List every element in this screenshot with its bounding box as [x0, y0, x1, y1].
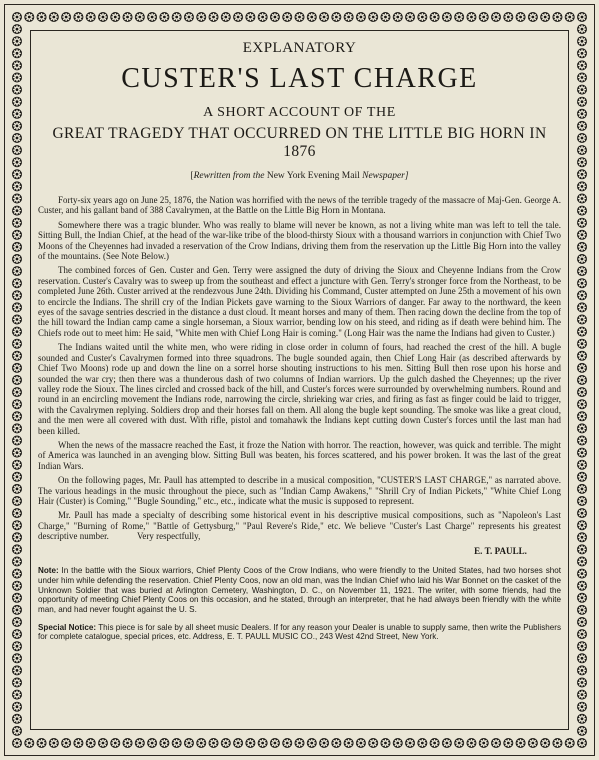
- rosette-icon: [12, 339, 22, 349]
- rosette-icon: [12, 484, 22, 494]
- rosette-icon: [577, 665, 587, 675]
- rosette-icon: [270, 738, 280, 748]
- rosette-icon: [159, 738, 169, 748]
- rosette-icon: [577, 85, 587, 95]
- rosette-icon: [12, 653, 22, 663]
- rosette-icon: [233, 12, 243, 22]
- rosette-icon: [577, 629, 587, 639]
- rosette-icon: [577, 218, 587, 228]
- rosette-icon: [393, 738, 403, 748]
- rosette-icon: [209, 738, 219, 748]
- rosette-icon: [417, 738, 427, 748]
- rosette-icon: [577, 387, 587, 397]
- rosette-icon: [503, 12, 513, 22]
- rosette-icon: [12, 375, 22, 385]
- rosette-icon: [123, 12, 133, 22]
- rosette-icon: [577, 157, 587, 167]
- rosette-icon: [12, 544, 22, 554]
- rosette-icon: [61, 12, 71, 22]
- rosette-icon: [12, 557, 22, 567]
- rosette-icon: [577, 375, 587, 385]
- rosette-icon: [577, 448, 587, 458]
- rosette-icon: [12, 230, 22, 240]
- rosette-icon: [172, 738, 182, 748]
- rosette-icon: [577, 472, 587, 482]
- rosette-icon: [466, 12, 476, 22]
- rosette-icon: [491, 12, 501, 22]
- rosette-icon: [577, 411, 587, 421]
- rosette-icon: [307, 12, 317, 22]
- rosette-icon: [159, 12, 169, 22]
- rosette-icon: [552, 738, 562, 748]
- rosette-icon: [24, 12, 34, 22]
- rosette-icon: [577, 230, 587, 240]
- rosette-icon: [430, 12, 440, 22]
- document-content: [38, 40, 561, 642]
- rosette-icon: [12, 242, 22, 252]
- rosette-icon: [577, 339, 587, 349]
- subtitle-line-2: GREAT TRAGEDY THAT OCCURRED ON THE LITTLE BIG HORN IN 1876: [52, 125, 547, 160]
- rosette-icon: [282, 738, 292, 748]
- rosette-icon: [577, 714, 587, 724]
- rosette-icon: [540, 12, 550, 22]
- rosette-icon: [577, 617, 587, 627]
- rosette-icon: [110, 12, 120, 22]
- rosette-icon: [577, 460, 587, 470]
- paragraph-7: [38, 510, 561, 541]
- rosette-icon: [503, 738, 513, 748]
- rosette-icon: [12, 605, 22, 615]
- article-body: [38, 195, 561, 556]
- rosette-icon: [577, 290, 587, 300]
- rosette-icon: [577, 206, 587, 216]
- note-text: In the battle with the Sioux warriors, Chief Plenty Coos of the Crow Indians, who were friendly to the United States, had two horses shot under him while defending the reservation. Chief Plenty Coos, now an old man, was the Indian Chief who laid his War Bonnet on the casket of the Unknown Soldier that was buried at Arlington Cemetery, Washington, D. C., on November 11, 1921. The writer, with some friends, had the opportunity of meeting Chief Plenty Coos on this occasion, and he stated, through an interpreter, that he had always been friendly with the white man, and had never fought against the U. S.: [38, 566, 561, 614]
- rosette-icon: [98, 738, 108, 748]
- rosette-icon: [12, 617, 22, 627]
- rosette-icon: [577, 145, 587, 155]
- rosette-icon: [61, 738, 71, 748]
- rosette-icon: [577, 641, 587, 651]
- rosette-icon: [86, 738, 96, 748]
- rosette-icon: [37, 738, 47, 748]
- rosette-icon: [12, 157, 22, 167]
- rosette-icon: [491, 738, 501, 748]
- rosette-icon: [577, 24, 587, 34]
- rosette-icon: [479, 12, 489, 22]
- rosette-icon: [86, 12, 96, 22]
- rosette-icon: [270, 12, 280, 22]
- rosette-icon: [12, 194, 22, 204]
- rosette-icon: [12, 206, 22, 216]
- rosette-icon: [12, 593, 22, 603]
- rosette-icon: [258, 12, 268, 22]
- rosette-icon: [110, 738, 120, 748]
- rosette-icon: [577, 484, 587, 494]
- rosette-icon: [12, 181, 22, 191]
- rosette-icon: [12, 569, 22, 579]
- rosette-icon: [245, 738, 255, 748]
- rosette-icon: [577, 48, 587, 58]
- rosette-icon: [12, 436, 22, 446]
- rosette-icon: [577, 738, 587, 748]
- rosette-icon: [12, 460, 22, 470]
- rosette-icon: [552, 12, 562, 22]
- rosette-icon: [12, 73, 22, 83]
- rosette-icon: [12, 36, 22, 46]
- rosette-icon: [12, 472, 22, 482]
- rosette-icon: [12, 60, 22, 70]
- rosette-icon: [12, 327, 22, 337]
- rosette-icon: [12, 290, 22, 300]
- rosette-icon: [577, 169, 587, 179]
- rosette-icon: [12, 12, 22, 22]
- rosette-icon: [577, 436, 587, 446]
- rosette-icon: [577, 423, 587, 433]
- rosette-icon: [73, 12, 83, 22]
- rosette-icon: [12, 702, 22, 712]
- rosette-icon: [577, 194, 587, 204]
- rosette-icon: [12, 387, 22, 397]
- rosette-icon: [577, 266, 587, 276]
- rosette-icon: [565, 12, 575, 22]
- rosette-icon: [12, 665, 22, 675]
- paragraph-6: On the following pages, Mr. Paull has attempted to describe in a musical composition, "CUSTER'S LAST CHARGE," as narrated above. The various headings in the music throughout the piece, such as "Indian Camp Awakens," "Shrill Cry of Indian Pickets," "White Chief Long Hair (Custer) is Coming," "Bugle Sounding," etc., etc., indicate what the music is supposed to represent.: [38, 475, 561, 506]
- rosette-icon: [344, 12, 354, 22]
- rosette-icon: [331, 12, 341, 22]
- rosette-icon: [380, 12, 390, 22]
- rosette-icon: [123, 738, 133, 748]
- rosette-icon: [577, 97, 587, 107]
- rosette-icon: [295, 738, 305, 748]
- rosette-icon: [12, 520, 22, 530]
- rosette-icon: [12, 48, 22, 58]
- rosette-icon: [12, 97, 22, 107]
- rosette-icon: [209, 12, 219, 22]
- source-credit-lead: Rewritten from the: [193, 171, 265, 181]
- rosette-icon: [356, 738, 366, 748]
- rosette-icon: [12, 629, 22, 639]
- rosette-icon: [12, 641, 22, 651]
- rosette-icon: [577, 254, 587, 264]
- rosette-icon: [221, 12, 231, 22]
- rosette-icon: [331, 738, 341, 748]
- note-section: [38, 566, 561, 615]
- rosette-icon: [319, 12, 329, 22]
- rosette-icon: [37, 12, 47, 22]
- rosette-icon: [344, 738, 354, 748]
- rosette-icon: [12, 581, 22, 591]
- rosette-icon: [479, 738, 489, 748]
- rosette-icon: [135, 12, 145, 22]
- rosette-icon: [577, 399, 587, 409]
- rosette-icon: [12, 448, 22, 458]
- rosette-icon: [577, 73, 587, 83]
- source-credit-open: [: [190, 171, 194, 181]
- rosette-icon: [516, 12, 526, 22]
- rosette-icon: [577, 532, 587, 542]
- rosette-icon: [577, 351, 587, 361]
- rosette-icon: [430, 738, 440, 748]
- rosette-icon: [12, 508, 22, 518]
- rosette-icon: [12, 85, 22, 95]
- rosette-icon: [12, 423, 22, 433]
- rosette-icon: [98, 12, 108, 22]
- special-notice-label: Special Notice:: [38, 622, 97, 632]
- rosette-icon: [577, 605, 587, 615]
- paragraph-4: The Indians waited until the white men, who were riding in close order in column of fours, had reached the crest of the hill. A bugle sounded and Custer's Cavalrymen formed into three squadrons. The bugle sounded again, then Chief Long Hair (as described afterwards by Chief Two Moons) rode up and down the line on a sorrel horse shouting instructions to his men. Sitting Bull then rose upon his horse and sounded the war cry; then there was a thunderous dash of two columns of Indian warriors. Up the gulch dashed the Cheyennes; up the river valley rode the Sioux. The lines circled and crossed back of the hill, and Custer's forces were surrounded by overwhelming numbers. Round and round in an encircling movement the Indians rode, narrowing the circle, shrieking war cries, and firing as fast as finger could be laid to trigger, with the Cavalrymen replying. Soldiers drop and their horses fall on them. All along the bugle kept sounding. The smoke was like a great cloud, and the men were all covered with dust. With rifle, pistol and tomahawk the Indians kept cutting down Custer's forces until the last man had been killed.: [38, 342, 561, 436]
- source-credit: [38, 171, 561, 181]
- rosette-icon: [12, 278, 22, 288]
- rosette-icon: [540, 738, 550, 748]
- rosette-icon: [196, 738, 206, 748]
- rosette-icon: [577, 181, 587, 191]
- signature: E. T. PAULL.: [474, 545, 527, 556]
- rosette-icon: [12, 109, 22, 119]
- rosette-icon: [577, 12, 587, 22]
- rosette-icon: [172, 12, 182, 22]
- rosette-icon: [577, 60, 587, 70]
- rosette-icon: [12, 726, 22, 736]
- rosette-icon: [319, 738, 329, 748]
- paragraph-2: Somewhere there was a tragic blunder. Who was really to blame will never be known, as not a living white man was left to tell the tale. Sitting Bull, the Indian Chief, at the head of the war-like tribe of the blood-thirsty Sioux with a thousand warriors in conjunction with Chief Two Moons of the Cheyennes had invaded a reservation of the Crow Indians, driving them from the reservation up the Little Big Horn into the valley of the mountains. (See Note Below.): [38, 219, 561, 262]
- rosette-icon: [12, 411, 22, 421]
- rosette-icon: [577, 242, 587, 252]
- rosette-icon: [24, 738, 34, 748]
- rosette-icon: [258, 738, 268, 748]
- rosette-icon: [577, 302, 587, 312]
- rosette-icon: [577, 557, 587, 567]
- rosette-icon: [405, 12, 415, 22]
- closing-line: Very respectfully,: [136, 531, 201, 542]
- rosette-icon: [184, 738, 194, 748]
- rosette-icon: [12, 399, 22, 409]
- subtitle-line-1: A SHORT ACCOUNT OF THE: [203, 105, 396, 120]
- rosette-icon: [454, 738, 464, 748]
- rosette-icon: [147, 738, 157, 748]
- rosette-icon: [577, 109, 587, 119]
- rosette-icon: [12, 218, 22, 228]
- rosette-icon: [135, 738, 145, 748]
- rosette-icon: [12, 496, 22, 506]
- rosette-icon: [221, 738, 231, 748]
- rosette-icon: [49, 12, 59, 22]
- rosette-icon: [12, 302, 22, 312]
- rosette-icon: [577, 363, 587, 373]
- rosette-icon: [577, 653, 587, 663]
- rosette-icon: [528, 12, 538, 22]
- source-credit-tail: Newspaper]: [362, 171, 409, 181]
- rosette-icon: [577, 544, 587, 554]
- rosette-icon: [12, 690, 22, 700]
- rosette-icon: [12, 738, 22, 748]
- rosette-icon: [368, 738, 378, 748]
- rosette-icon: [12, 266, 22, 276]
- rosette-icon: [442, 12, 452, 22]
- rosette-icon: [12, 169, 22, 179]
- rosette-icon: [577, 36, 587, 46]
- rosette-icon: [393, 12, 403, 22]
- rosette-icon: [417, 12, 427, 22]
- rosette-icon: [516, 738, 526, 748]
- rosette-icon: [577, 121, 587, 131]
- rosette-icon: [245, 12, 255, 22]
- rosette-icon: [577, 726, 587, 736]
- rosette-icon: [12, 678, 22, 688]
- rosette-icon: [565, 738, 575, 748]
- rosette-icon: [356, 12, 366, 22]
- rosette-icon: [577, 315, 587, 325]
- rosette-icon: [577, 593, 587, 603]
- rosette-icon: [233, 738, 243, 748]
- rosette-icon: [577, 327, 587, 337]
- special-notice-text: This piece is for sale by all sheet music Dealers. If for any reason your Dealer is unable to supply same, then write the Publishers for complete catalogue, special prices, etc. Address, E. T. PAULL MUSIC CO., 243 West 42nd Street, New York.: [38, 622, 561, 642]
- rosette-icon: [282, 12, 292, 22]
- rosette-icon: [49, 738, 59, 748]
- rosette-icon: [577, 702, 587, 712]
- rosette-icon: [405, 738, 415, 748]
- paragraph-3: The combined forces of Gen. Custer and Gen. Terry were assigned the duty of driving the Sioux and Cheyenne Indians from the Crow reservation. Custer's Cavalry was to sweep up from the southeast and effect a juncture with Gen. Terry's stronger force from the Northeast, to be completed June 26th. Custer arrived at the rendezvous June 24th. Dividing his Command, Custer attempted on June 25th a movement of his own to encircle the Indians. The shrill cry of the Indian Pickets gave warning to the Sioux Warriors of danger. Far away to the northward, the keen eyes of the savage sentries descried in the distance a dust cloud. It meant horses and many of them. Then racing down the decline from the top of the hill toward the Indian camp came a single horseman, a Sioux warrior, bending low on his steed, and riding as if death were behind him. The Chiefs rode out to meet him: He said, "White men with Chief Long Hair is coming." (Long Hair was the name the Indians had given to Custer.): [38, 265, 561, 338]
- rosette-icon: [12, 121, 22, 131]
- rosette-icon: [12, 145, 22, 155]
- rosette-icon: [577, 278, 587, 288]
- rosette-icon: [12, 363, 22, 373]
- rosette-icon: [528, 738, 538, 748]
- rosette-icon: [196, 12, 206, 22]
- rosette-icon: [466, 738, 476, 748]
- rosette-icon: [454, 12, 464, 22]
- paragraph-1: Forty-six years ago on June 25, 1876, the Nation was horrified with the news of the terrible tragedy of the massacre of Maj-Gen. George A. Custer, and his gallant band of 388 Cavalrymen, at the Battle on the Little Big Horn in Montana.: [38, 195, 561, 216]
- paragraph-5: When the news of the massacre reached the East, it froze the Nation with horror. The reaction, however, was quick and terrible. The might of America was launched in an avenging blow. Sitting Bull was beaten, his forces scattered, and his power broken. It was the last of the great Indian Wars.: [38, 439, 561, 471]
- rosette-icon: [577, 581, 587, 591]
- rosette-icon: [12, 532, 22, 542]
- rosette-icon: [577, 133, 587, 143]
- heading-explanatory: EXPLANATORY: [242, 40, 357, 56]
- paragraph-7-text: Mr. Paull has made a specialty of describing some historical event in his descriptive musical compositions, such as "Napoleon's Last Charge," "Burning of Rome," "Battle of Gettysburg," "Paul Revere's Ride," etc. We believe "Custer's Last Charge" represents his greatest descriptive number.: [38, 510, 561, 542]
- rosette-icon: [12, 351, 22, 361]
- rosette-icon: [577, 520, 587, 530]
- rosette-icon: [12, 714, 22, 724]
- rosette-icon: [12, 315, 22, 325]
- note-label: Note:: [38, 566, 59, 576]
- rosette-icon: [12, 24, 22, 34]
- rosette-icon: [577, 508, 587, 518]
- rosette-icon: [442, 738, 452, 748]
- source-credit-paper: New York Evening Mail: [264, 171, 363, 181]
- rosette-icon: [368, 12, 378, 22]
- rosette-icon: [307, 738, 317, 748]
- rosette-icon: [12, 133, 22, 143]
- rosette-icon: [147, 12, 157, 22]
- rosette-icon: [12, 254, 22, 264]
- rosette-icon: [577, 678, 587, 688]
- rosette-icon: [577, 690, 587, 700]
- rosette-icon: [577, 569, 587, 579]
- rosette-icon: [295, 12, 305, 22]
- page-title: CUSTER'S LAST CHARGE: [121, 63, 478, 94]
- rosette-icon: [184, 12, 194, 22]
- rosette-icon: [73, 738, 83, 748]
- rosette-icon: [380, 738, 390, 748]
- rosette-icon: [577, 496, 587, 506]
- special-notice-section: [38, 623, 561, 642]
